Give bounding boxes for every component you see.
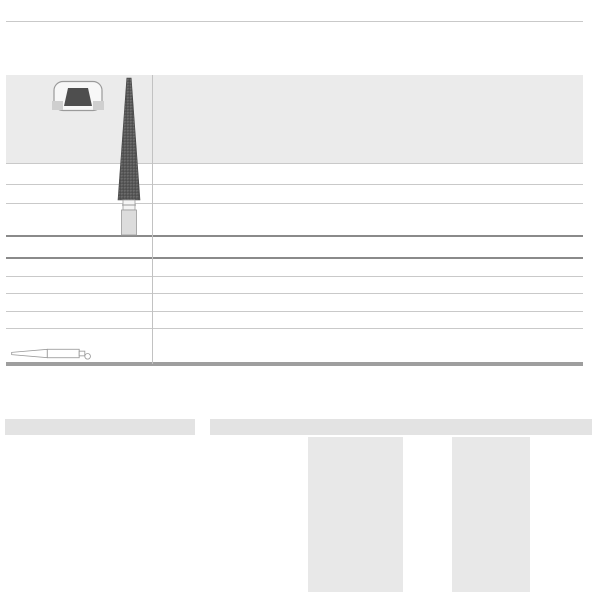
alt-grit-column-band xyxy=(452,437,530,592)
table-gridline xyxy=(6,184,583,185)
label-column-divider xyxy=(152,75,153,364)
tooth-preparation-icon xyxy=(40,80,116,112)
table-top-rule xyxy=(6,21,583,22)
table-gridline-strong xyxy=(6,257,583,259)
table-gridline-strong xyxy=(6,235,583,237)
table-gridline xyxy=(6,163,583,164)
table-bottom-rule xyxy=(6,362,583,366)
ra-bur-outline-icon xyxy=(8,346,96,361)
table-gridline xyxy=(6,203,583,204)
table-gridline xyxy=(6,311,583,312)
table-gridline xyxy=(6,293,583,294)
symbols-panel-title xyxy=(5,419,195,435)
bur-image-large xyxy=(115,76,143,236)
granulometry-panel-title xyxy=(210,419,592,435)
code-column-band xyxy=(308,437,403,592)
table-gridline xyxy=(6,328,583,329)
table-gridline xyxy=(6,276,583,277)
